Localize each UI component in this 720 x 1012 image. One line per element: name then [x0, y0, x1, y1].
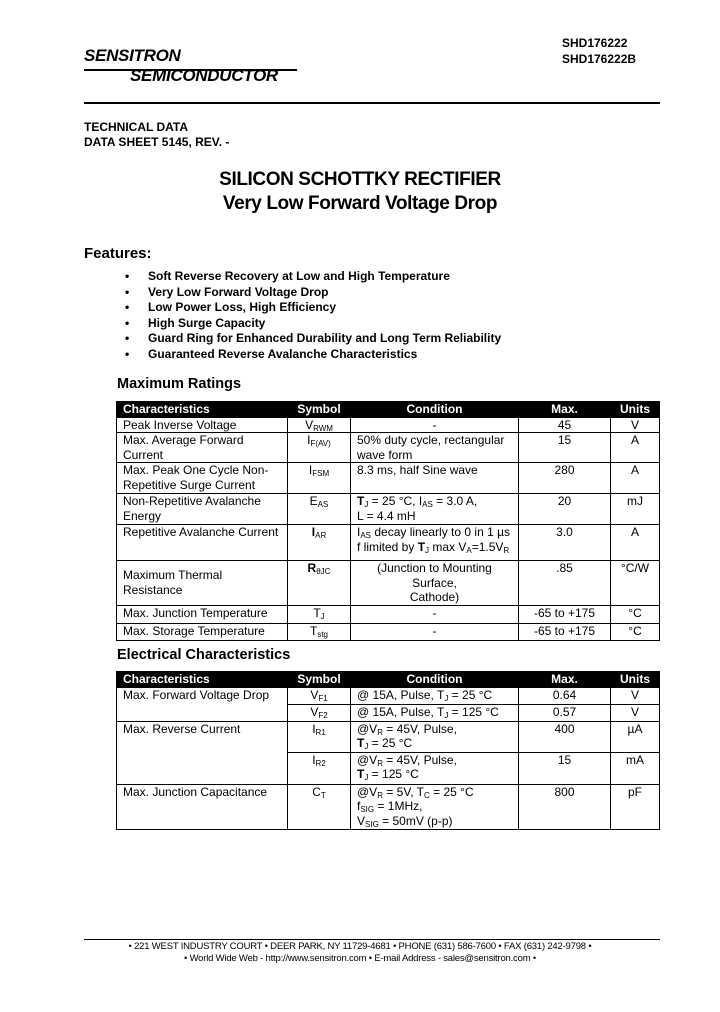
condition-cell: [351, 463, 519, 494]
feature-text: Guaranteed Reverse Avalanche Characteristics: [148, 346, 418, 361]
features-heading: Features:: [84, 245, 152, 262]
text-segment: = 125 °C: [368, 767, 419, 781]
max-value-cell: 20: [519, 494, 611, 525]
table-row: [117, 721, 660, 752]
subscript: J: [364, 773, 369, 782]
feature-item: [125, 300, 501, 316]
text-segment: @V: [357, 721, 378, 736]
condition-cell: [351, 561, 519, 606]
condition-line: [357, 494, 512, 509]
condition-line: [357, 590, 512, 605]
condition-cell: [351, 704, 519, 721]
subscript: J: [364, 742, 369, 751]
condition-cell: [351, 525, 519, 561]
column-header: Characteristics: [117, 402, 288, 418]
max-value-cell: -65 to +175: [519, 623, 611, 640]
text-segment: V: [310, 704, 319, 719]
condition-cell: [351, 687, 519, 704]
text-segment: I: [307, 433, 311, 447]
logo-semiconductor: SEMICONDUCTOR: [130, 66, 278, 85]
characteristic-cell: Non-Repetitive Avalanche Energy: [117, 494, 288, 525]
bullet-icon: •: [125, 331, 130, 346]
max-value-cell: 280: [519, 463, 611, 494]
text-segment: T: [357, 736, 365, 750]
text-segment: =1.5V: [471, 539, 504, 554]
bullet-icon: •: [125, 269, 130, 283]
header-divider: [84, 102, 660, 104]
text-segment: = 25 °C: [448, 687, 493, 702]
text-segment: T: [417, 539, 426, 554]
column-header: Max.: [519, 672, 611, 688]
units-cell: °C: [611, 605, 660, 623]
feature-item: [125, 316, 501, 332]
condition-line: [357, 814, 512, 829]
feature-text: Low Power Loss, High Efficiency: [148, 300, 337, 315]
max-value-cell: 0.64: [519, 687, 611, 704]
subscript: F2: [318, 710, 328, 720]
subscript: F(AV): [310, 439, 331, 448]
units-cell: µA: [611, 721, 660, 752]
text-segment: = 125 °C: [448, 704, 499, 719]
table-header-row: [117, 672, 660, 688]
characteristic-cell: Repetitive Avalanche Current: [117, 525, 288, 561]
max-ratings-table: [116, 401, 660, 641]
max-value-cell: 400: [519, 721, 611, 752]
text-segment: f: [357, 799, 361, 813]
symbol-cell: [288, 605, 351, 623]
text-segment: T: [313, 605, 321, 620]
units-cell: mA: [611, 752, 660, 784]
condition-line: [357, 736, 512, 751]
column-header: Symbol: [288, 402, 351, 418]
subscript: J: [444, 710, 449, 720]
text-segment: T: [309, 623, 318, 638]
column-header: Condition: [351, 402, 519, 418]
symbol-cell: [288, 687, 351, 704]
symbol-cell: [288, 433, 351, 463]
units-cell: V: [611, 687, 660, 704]
max-value-cell: -65 to +175: [519, 605, 611, 623]
bullet-icon: •: [125, 300, 130, 315]
table-row: [117, 525, 660, 561]
text-segment: @ 15A, Pulse, T: [357, 687, 445, 702]
max-value-cell: 3.0: [519, 525, 611, 561]
text-segment: -: [432, 623, 437, 638]
condition-line: [357, 606, 512, 621]
feature-item: [125, 285, 501, 301]
units-cell: A: [611, 463, 660, 494]
text-segment: = 5V, T: [382, 784, 425, 799]
text-segment: = 1MHz,: [374, 799, 423, 813]
text-segment: @V: [357, 784, 378, 799]
text-segment: @ 15A, Pulse, T: [357, 704, 445, 719]
subscript: RWM: [313, 423, 333, 433]
condition-cell: [351, 721, 519, 752]
text-segment: = 3.0 A,: [432, 494, 478, 508]
table-row: [117, 417, 660, 433]
symbol-cell: [288, 704, 351, 721]
condition-line: [357, 463, 512, 478]
feature-item: [125, 269, 501, 285]
characteristic-cell: Max. Storage Temperature: [117, 623, 288, 640]
electrical-heading: Electrical Characteristics: [117, 647, 291, 663]
characteristic-cell: Max. Junction Capacitance: [117, 784, 288, 829]
feature-text: High Surge Capacity: [148, 315, 266, 330]
condition-cell: [351, 433, 519, 463]
max-value-cell: .85: [519, 561, 611, 606]
feature-text: Soft Reverse Recovery at Low and High Temperature: [148, 269, 450, 283]
column-header: Condition: [351, 672, 519, 688]
text-segment: Cathode): [409, 590, 460, 604]
text-segment: = 25 °C: [429, 784, 474, 799]
subscript: R2: [315, 758, 326, 768]
max-value-cell: 45: [519, 417, 611, 433]
characteristic-cell: Max. Reverse Current: [117, 721, 288, 784]
column-header: Symbol: [288, 672, 351, 688]
table-row: [117, 561, 660, 606]
max-value-cell: 800: [519, 784, 611, 829]
column-header: Units: [611, 402, 660, 418]
subscript: A: [466, 545, 472, 555]
document-title: SILICON SCHOTTKY RECTIFIER: [219, 169, 501, 190]
feature-text: Very Low Forward Voltage Drop: [148, 284, 329, 299]
bullet-icon: •: [125, 346, 130, 361]
data-sheet-number: DATA SHEET 5145, REV. -: [84, 135, 230, 149]
units-cell: mJ: [611, 494, 660, 525]
condition-line: [357, 540, 512, 555]
table-row: [117, 605, 660, 623]
symbol-cell: [288, 494, 351, 525]
text-segment: I: [312, 752, 316, 767]
feature-item: [125, 331, 501, 347]
units-cell: A: [611, 525, 660, 561]
text-segment: max V: [429, 539, 467, 554]
subscript: SIG: [360, 805, 375, 814]
document-subtitle: Very Low Forward Voltage Drop: [222, 193, 498, 214]
document-info: [84, 120, 229, 150]
column-header: Characteristics: [117, 672, 288, 688]
subscript: J: [425, 545, 430, 555]
units-cell: V: [611, 704, 660, 721]
text-segment: decay linearly to 0 in 1 µs: [371, 525, 510, 539]
symbol-cell: [288, 525, 351, 561]
footer-contact: • World Wide Web - http://www.sensitron.com • E-mail Address - sales@sensitron.com •: [184, 953, 536, 964]
condition-line: [357, 722, 512, 737]
subscript: R1: [315, 727, 326, 737]
logo-sensitron: SENSITRON: [84, 46, 181, 65]
units-cell: °C/W: [611, 561, 660, 606]
doc-type: TECHNICAL DATA: [84, 120, 188, 134]
condition-cell: [351, 417, 519, 433]
footer-address: • 221 WEST INDUSTRY COURT • DEER PARK, NY 11729-4681 • PHONE (631) 586-7600 • FAX (631) 242-9798 •: [128, 941, 592, 952]
condition-line: [357, 688, 512, 703]
condition-line: [357, 767, 512, 782]
symbol-cell: [288, 752, 351, 784]
subscript: J: [320, 611, 325, 621]
subscript: FSM: [312, 469, 330, 478]
table-row: [117, 463, 660, 494]
electrical-table: [116, 671, 660, 830]
condition-line: [357, 785, 512, 800]
subscript: C: [424, 790, 430, 800]
units-cell: pF: [611, 784, 660, 829]
text-segment: -: [432, 417, 437, 432]
symbol-cell: [288, 417, 351, 433]
text-segment: T: [357, 767, 365, 781]
max-value-cell: 0.57: [519, 704, 611, 721]
part-number: SHD176222: [562, 36, 628, 50]
subscript: J: [444, 693, 449, 703]
characteristic-cell: Max. Junction Temperature: [117, 605, 288, 623]
text-segment: -: [432, 605, 437, 620]
text-segment: = 45V, Pulse,: [382, 752, 457, 767]
characteristic-cell: Peak Inverse Voltage: [117, 417, 288, 433]
text-segment: 50% duty cycle, rectangular wave form: [357, 433, 505, 462]
characteristic-cell: Max. Peak One Cycle Non-Repetitive Surge Current: [117, 463, 288, 494]
subscript: AS: [360, 531, 372, 540]
subscript: AS: [317, 500, 329, 509]
text-segment: C: [312, 784, 321, 799]
text-segment: = 50mV (p-p): [378, 813, 453, 828]
text-segment: V: [310, 687, 319, 702]
symbol-cell: [288, 721, 351, 752]
condition-cell: [351, 623, 519, 640]
condition-cell: [351, 605, 519, 623]
subscript: R: [377, 727, 383, 737]
column-header: Units: [611, 672, 660, 688]
features-list: [125, 269, 501, 363]
text-segment: I: [357, 525, 361, 539]
text-segment: = 45V, Pulse,: [382, 721, 457, 736]
feature-item: [125, 347, 501, 363]
subscript: θJC: [316, 567, 331, 576]
text-segment: T: [357, 494, 365, 508]
symbol-cell: [288, 561, 351, 606]
table-row: [117, 687, 660, 704]
condition-line: [357, 418, 512, 433]
table-header-row: [117, 402, 660, 418]
condition-line: [357, 753, 512, 768]
subscript: J: [364, 500, 369, 509]
symbol-cell: [288, 463, 351, 494]
condition-line: [357, 561, 512, 590]
text-segment: I: [312, 721, 316, 736]
part-numbers: [562, 35, 636, 67]
text-segment: = 25 °C: [368, 736, 413, 750]
text-segment: I: [311, 525, 316, 539]
footer-divider: [84, 939, 660, 940]
bullet-icon: •: [125, 315, 130, 330]
characteristic-cell: Max. Forward Voltage Drop: [117, 687, 288, 721]
text-segment: L = 4.4 mH: [357, 508, 416, 523]
table-row: [117, 433, 660, 463]
max-value-cell: 15: [519, 433, 611, 463]
text-segment: V: [305, 417, 314, 432]
units-cell: °C: [611, 623, 660, 640]
text-segment: I: [308, 463, 313, 477]
table-row: [117, 623, 660, 640]
max-ratings-heading: Maximum Ratings: [117, 376, 242, 392]
symbol-cell: [288, 784, 351, 829]
subscript: R: [377, 790, 383, 800]
bullet-icon: •: [125, 284, 130, 299]
characteristic-cell: Max. Average Forward Current: [117, 433, 288, 463]
subscript: stg: [317, 629, 328, 639]
feature-text: Guard Ring for Enhanced Durability and Long Term Reliability: [148, 331, 502, 346]
text-segment: V: [357, 813, 366, 828]
text-segment: @V: [357, 752, 378, 767]
condition-cell: [351, 494, 519, 525]
condition-line: [357, 525, 512, 540]
characteristic-cell: Maximum Thermal Resistance: [117, 561, 288, 606]
condition-cell: [351, 752, 519, 784]
symbol-cell: [288, 623, 351, 640]
subscript: T: [320, 790, 326, 800]
condition-cell: [351, 784, 519, 829]
column-header: Max.: [519, 402, 611, 418]
table-row: [117, 494, 660, 525]
subscript: AS: [422, 500, 433, 509]
condition-line: [357, 799, 512, 814]
text-segment: f limited by: [357, 539, 418, 554]
text-segment: = 25 °C, I: [368, 494, 423, 508]
subscript: F1: [318, 693, 328, 703]
units-cell: V: [611, 417, 660, 433]
text-segment: E: [309, 494, 318, 508]
units-cell: A: [611, 433, 660, 463]
condition-line: [357, 705, 512, 720]
subscript: R: [503, 545, 510, 555]
text-segment: 8.3 ms, half Sine wave: [357, 463, 478, 477]
subscript: R: [377, 758, 383, 768]
text-segment: (Junction to Mounting Surface,: [377, 561, 492, 590]
part-number: SHD176222B: [562, 52, 637, 66]
max-value-cell: 15: [519, 752, 611, 784]
subscript: AR: [315, 531, 327, 540]
table-row: [117, 784, 660, 829]
text-segment: R: [307, 561, 317, 575]
subscript: SIG: [365, 819, 379, 829]
condition-line: [357, 509, 512, 524]
condition-line: [357, 624, 512, 639]
condition-line: [357, 433, 512, 462]
